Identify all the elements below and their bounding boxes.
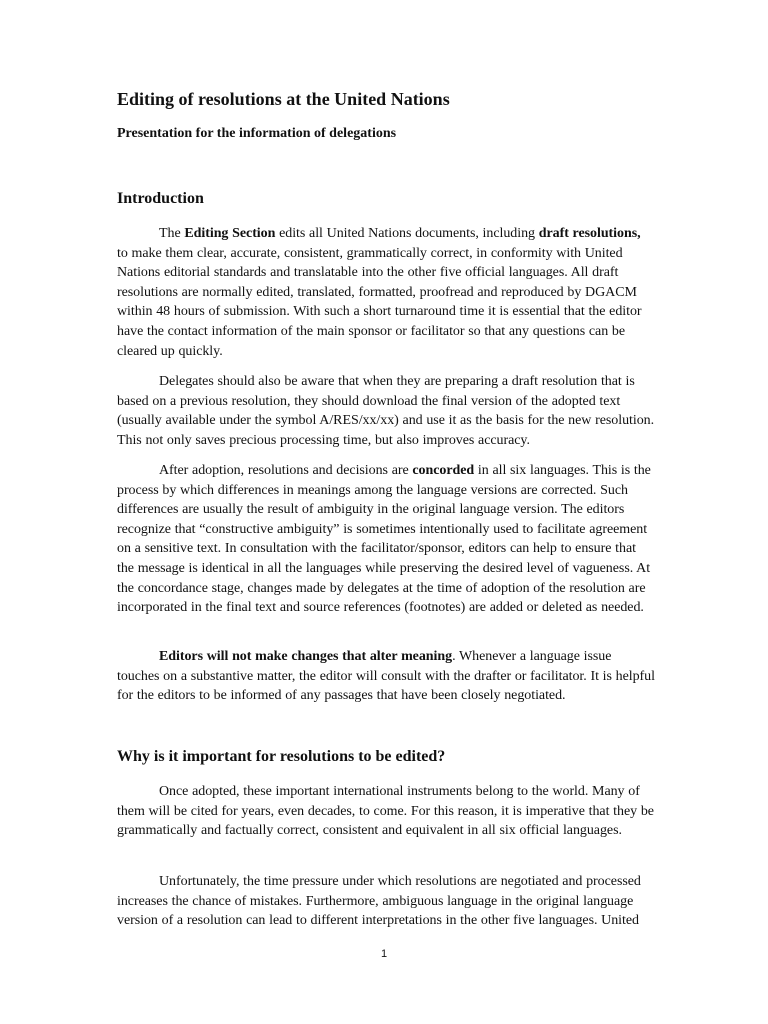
paragraph-international-instruments: Once adopted, these important international instruments belong to the world. Many of them will be cited for years, even decades, to come. For this reason, it is imperative that they be grammatically and factually correct, consistent and equivalent in all six official languages. [117,784,654,839]
text-run: to make them clear, accurate, consistent, grammatically correct, in conformity with United Nations editorial standards and translatable into the other five official languages. All draft resolutions are normally edited, translated, formatted, proofread and reproduced by DGACM within 48 hours of submission. With such a short turnaround time it is essential that the editor have the contact information of the main sponsor or facilitator so that any questions can be cleared up quickly. [117,245,642,359]
page-number: 1 [380,948,388,960]
text-run: The [159,226,185,241]
section-heading-introduction: Introduction [117,190,204,207]
paragraph-editing-section [117,224,655,361]
document-title: Editing of resolutions at the United Nations [117,89,450,109]
paragraph-concordance [117,461,655,618]
text-run: . Whenever a language issue touches on a substantive matter, the editor will consult with the drafter or facilitator. It is helpful for the editors to be informed of any passages that have been closely negotiated. [117,649,655,704]
paragraph-previous-resolution: Delegates should also be aware that when they are preparing a draft resolution that is based on a previous resolution, they should download the final version of the adopted text (usually available under the symbol A/RES/xx/xx) and use it as the basis for the new resolution. This not only saves precious processing time, but also improves accuracy. [117,374,655,448]
document-subtitle: Presentation for the information of delegations [117,126,397,141]
text-run: After adoption, resolutions and decisions are [159,463,413,478]
paragraph-time-pressure: Unfortunately, the time pressure under which resolutions are negotiated and processed increases the chance of mistakes. Furthermore, ambiguous language in the original language version of a resolution can lead to different interpretations in the other five languages. United [117,874,641,929]
section-heading-why-edit: Why is it important for resolutions to be edited? [117,748,446,765]
paragraph-meaning-changes [117,647,655,706]
bold-term-editing-section: Editing Section [184,226,276,241]
bold-statement-no-meaning-changes: Editors will not make changes that alter meaning [159,649,453,664]
bold-term-draft-resolutions: draft resolutions, [538,226,641,241]
text-run: edits all United Nations documents, including [275,226,539,241]
text-run: in all six languages. This is the process by which differences in meanings among the language versions are corrected. Such differences are usually the result of ambiguity in the original language version. The editors recognize that “constructive ambiguity” is sometimes intentionally used to facilitate agreement on a sensitive text. In consultation with the facilitator/sponsor, editors can help to ensure that the message is identical in all the languages while preserving the desired level of vagueness. At the concordance stage, changes made by delegates at the time of adoption of the resolution are incorporated in the final text and source references (footnotes) are added or deleted as needed. [117,463,651,616]
bold-term-concorded: concorded [412,463,475,478]
